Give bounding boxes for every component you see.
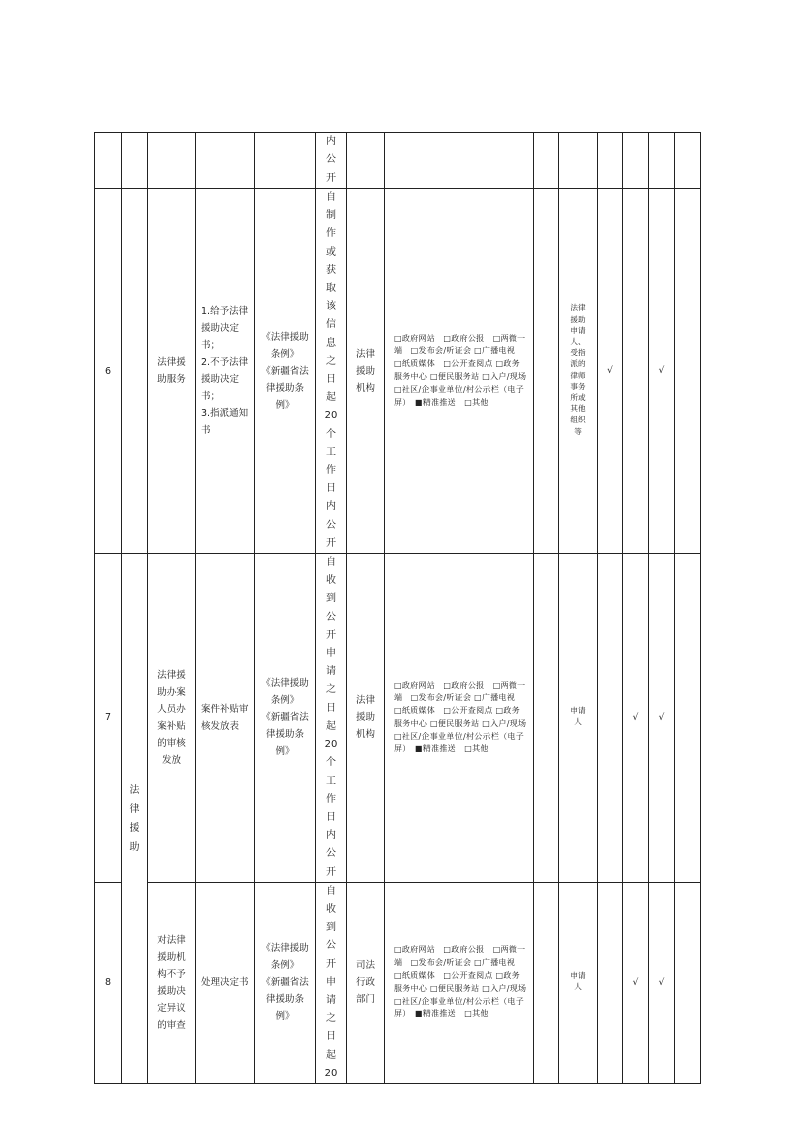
cell-blank bbox=[534, 189, 559, 554]
cell-basis bbox=[255, 189, 316, 554]
category-text: 法律援助 bbox=[129, 784, 140, 853]
cell-check bbox=[675, 882, 701, 1083]
cell-target bbox=[559, 189, 598, 554]
cell-check bbox=[675, 133, 701, 189]
dept-text: 司法行政部门 bbox=[355, 960, 375, 1006]
cell-basis bbox=[255, 133, 316, 189]
target-text: 法律援助申请人、受指派的律师事务所或其他组织等 bbox=[570, 303, 586, 436]
dept-text: 法律援助机构 bbox=[355, 695, 375, 741]
cell-check bbox=[623, 133, 649, 189]
docs-text: 处理决定书 bbox=[201, 977, 249, 989]
cell-check bbox=[598, 189, 623, 554]
cell-channels bbox=[385, 189, 534, 554]
cell-basis bbox=[255, 554, 316, 883]
cell-check bbox=[623, 554, 649, 883]
dept-text: 法律援助机构 bbox=[355, 348, 375, 394]
matter-text: 对法律援助机构不予援助决定异议的审查 bbox=[157, 934, 186, 1031]
deadline-text: 自收到公开申请之日起20 bbox=[324, 885, 338, 1079]
channels-text: □政府网站 □政府公报 □两微一端 □发布会/听证会 □广播电视 □纸质媒体 □公开查阅点 □政务服务中心 □便民服务站 □入户/现场 □社区/企事业单位/村公示栏（电子屏） ■精准推送 □其他 bbox=[394, 333, 535, 407]
matter-text: 法律援助服务 bbox=[157, 357, 186, 386]
cell-dept bbox=[347, 133, 385, 189]
cell-category bbox=[122, 189, 148, 554]
disclosure-table bbox=[94, 132, 701, 1084]
cell-channels bbox=[385, 133, 534, 189]
deadline-text: 内公开 bbox=[326, 136, 336, 184]
check-mark-icon: √ bbox=[658, 712, 665, 723]
docs-text: 案件补贴审核发放表 bbox=[201, 703, 249, 732]
cell-matter bbox=[148, 133, 196, 189]
check-mark-icon: √ bbox=[632, 712, 639, 723]
cell-matter bbox=[148, 882, 196, 1083]
cell-blank bbox=[534, 133, 559, 189]
cell-check bbox=[649, 554, 675, 883]
cell-check bbox=[649, 189, 675, 554]
cell-check bbox=[675, 189, 701, 554]
cell-category bbox=[122, 133, 148, 189]
cell-docs bbox=[196, 554, 255, 883]
cell-deadline bbox=[316, 554, 347, 883]
basis-text: 《法律援助条例》 《新疆省法律援助条例》 bbox=[261, 331, 309, 411]
table-row-continuation bbox=[95, 133, 701, 189]
cell-docs bbox=[196, 133, 255, 189]
cell-blank bbox=[534, 882, 559, 1083]
category-cell bbox=[122, 554, 148, 1084]
channels-text: □政府网站 □政府公报 □两微一端 □发布会/听证会 □广播电视 □纸质媒体 □公开查阅点 □政务服务中心 □便民服务站 □入户/现场 □社区/企事业单位/村公示栏（电子屏） ■精准推送 □其他 bbox=[394, 680, 535, 754]
table-row bbox=[95, 554, 701, 883]
matter-text: 法律援助办案人员办案补贴的审核发放 bbox=[157, 669, 186, 766]
cell-check bbox=[675, 554, 701, 883]
cell-deadline bbox=[316, 882, 347, 1083]
cell-target bbox=[559, 133, 598, 189]
cell-dept bbox=[347, 882, 385, 1083]
check-mark-icon: √ bbox=[658, 366, 665, 377]
cell-docs bbox=[196, 189, 255, 554]
cell-matter bbox=[148, 189, 196, 554]
cell-basis bbox=[255, 882, 316, 1083]
cell-channels bbox=[385, 882, 534, 1083]
cell-no: 6 bbox=[95, 189, 122, 554]
check-mark-icon: √ bbox=[658, 977, 665, 988]
cell-check bbox=[623, 882, 649, 1083]
check-mark-icon: √ bbox=[632, 977, 639, 988]
target-text: 申请人 bbox=[570, 706, 586, 727]
cell-target bbox=[559, 554, 598, 883]
cell-no bbox=[95, 133, 122, 189]
deadline-text: 自制作或获取该信息之日起20个工作日内公开 bbox=[324, 192, 338, 549]
cell-target bbox=[559, 882, 598, 1083]
cell-deadline bbox=[316, 133, 347, 189]
target-text: 申请人 bbox=[570, 971, 586, 992]
table-row bbox=[95, 189, 701, 554]
cell-blank bbox=[534, 554, 559, 883]
cell-check bbox=[649, 882, 675, 1083]
cell-check bbox=[598, 133, 623, 189]
channels-text: □政府网站 □政府公报 □两微一端 □发布会/听证会 □广播电视 □纸质媒体 □公开查阅点 □政务服务中心 □便民服务站 □入户/现场 □社区/企事业单位/村公示栏（电子屏） ■精准推送 □其他 bbox=[394, 945, 535, 1019]
cell-dept bbox=[347, 554, 385, 883]
basis-text: 《法律援助条例》 《新疆省法律援助条例》 bbox=[261, 678, 309, 758]
cell-docs bbox=[196, 882, 255, 1083]
cell-dept bbox=[347, 189, 385, 554]
cell-check bbox=[623, 189, 649, 554]
cell-deadline bbox=[316, 189, 347, 554]
basis-text: 《法律援助条例》 《新疆省法律援助条例》 bbox=[261, 943, 309, 1023]
deadline-text: 自收到公开申请之日起20个工作日内公开 bbox=[324, 557, 338, 878]
cell-channels bbox=[385, 554, 534, 883]
table-row bbox=[95, 882, 701, 1083]
cell-check bbox=[598, 554, 623, 883]
cell-check bbox=[649, 133, 675, 189]
docs-text: 1.给予法律援助决定书； 2.不予法律援助决定书； 3.指派通知书 bbox=[201, 306, 249, 437]
cell-no: 8 bbox=[95, 882, 122, 1083]
check-mark-icon: √ bbox=[607, 366, 613, 377]
cell-no: 7 bbox=[95, 554, 122, 883]
cell-matter bbox=[148, 554, 196, 883]
cell-check bbox=[598, 882, 623, 1083]
